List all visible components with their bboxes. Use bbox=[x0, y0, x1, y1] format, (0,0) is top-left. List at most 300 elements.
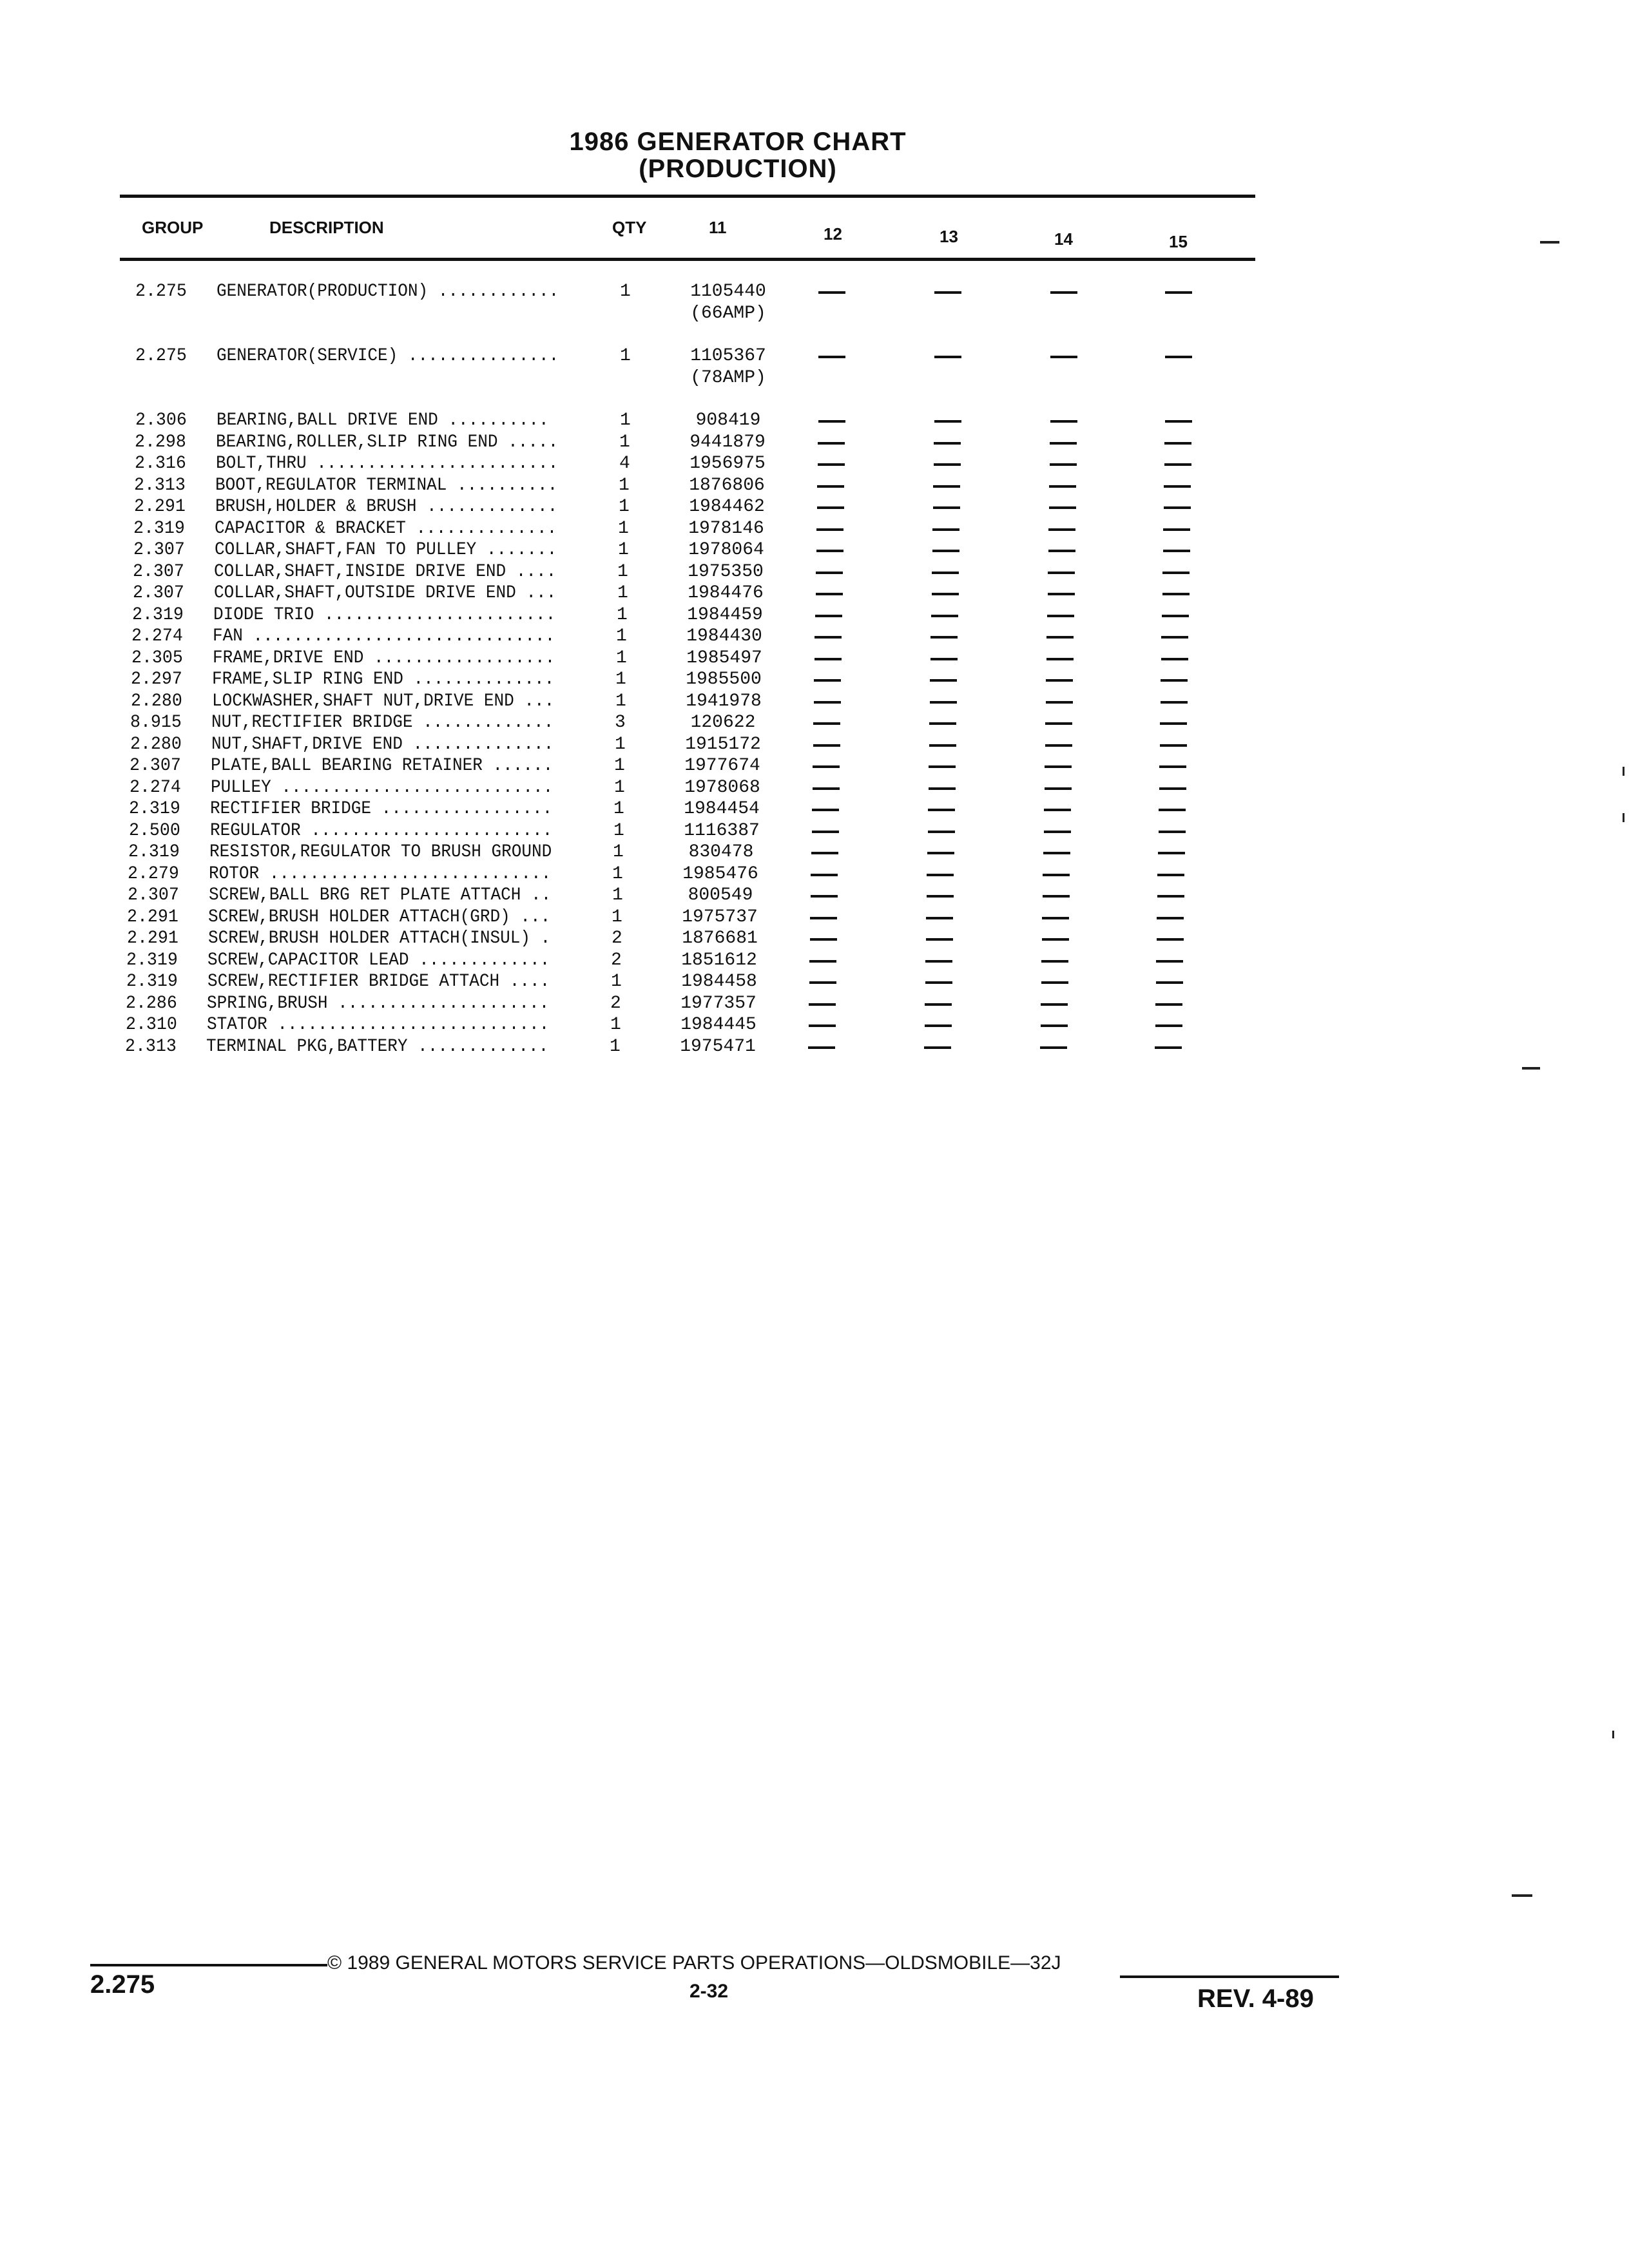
row-c15-dash bbox=[1161, 679, 1188, 682]
row-description: COLLAR,SHAFT,OUTSIDE DRIVE END ... bbox=[214, 583, 557, 603]
table-row bbox=[0, 345, 1629, 388]
header-col-12: 12 bbox=[824, 224, 842, 244]
row-c15-dash bbox=[1157, 938, 1184, 941]
table-row bbox=[0, 950, 1620, 972]
row-c14-dash bbox=[1045, 787, 1072, 790]
row-group: 2.319 bbox=[126, 950, 178, 970]
row-group: 2.275 bbox=[135, 346, 187, 366]
table-row bbox=[0, 798, 1623, 820]
row-c13-dash bbox=[927, 874, 954, 876]
row-c14-dash bbox=[1045, 744, 1072, 747]
table-row bbox=[0, 863, 1621, 885]
row-c12-dash bbox=[813, 744, 840, 747]
page-subtitle: (PRODUCTION) bbox=[639, 155, 837, 183]
table-row bbox=[0, 410, 1629, 432]
row-description: SCREW,RECTIFIER BRIDGE ATTACH .... bbox=[207, 972, 550, 992]
row-part-number: 120622 bbox=[690, 713, 756, 733]
row-part-number: 1975737 bbox=[682, 907, 758, 927]
row-group: 2.307 bbox=[133, 540, 185, 560]
row-description: BEARING,BALL DRIVE END .......... bbox=[217, 410, 549, 430]
table-row bbox=[0, 604, 1626, 626]
row-qty: 1 bbox=[616, 648, 627, 668]
row-description: FAN .............................. bbox=[213, 626, 555, 646]
table-row bbox=[0, 281, 1629, 323]
row-group: 2.319 bbox=[129, 799, 180, 819]
row-c12-dash bbox=[809, 1003, 836, 1006]
header-qty: QTY bbox=[612, 218, 647, 237]
row-c13-dash bbox=[929, 765, 956, 768]
row-description: ROTOR ............................ bbox=[209, 863, 552, 884]
row-c14-dash bbox=[1050, 291, 1077, 294]
row-qty: 1 bbox=[615, 669, 626, 689]
row-c12-dash bbox=[818, 420, 845, 423]
table-row bbox=[0, 648, 1625, 669]
row-qty: 1 bbox=[611, 972, 622, 992]
row-part-number: 1851612 bbox=[681, 950, 757, 970]
row-description: NUT,RECTIFIER BRIDGE ............. bbox=[211, 713, 554, 733]
table-row bbox=[0, 518, 1627, 540]
row-c15-dash bbox=[1163, 550, 1190, 552]
row-c12-dash bbox=[813, 787, 840, 790]
row-c13-dash bbox=[934, 291, 961, 294]
row-description: COLLAR,SHAFT,FAN TO PULLEY ....... bbox=[215, 540, 557, 560]
row-description: PULLEY ........................... bbox=[211, 777, 554, 798]
row-description: BOLT,THRU ........................ bbox=[216, 454, 559, 474]
row-qty: 2 bbox=[612, 928, 622, 948]
table-row bbox=[0, 669, 1624, 691]
table-row bbox=[0, 453, 1628, 475]
header-description: DESCRIPTION bbox=[269, 218, 384, 237]
row-c12-dash bbox=[809, 1024, 836, 1027]
row-part-number: 1978146 bbox=[688, 518, 764, 539]
row-c15-dash bbox=[1164, 506, 1191, 509]
table-row bbox=[0, 475, 1628, 497]
header-bottom-rule bbox=[120, 258, 1255, 261]
row-description: RECTIFIER BRIDGE ................. bbox=[210, 799, 553, 819]
row-description: SCREW,BRUSH HOLDER ATTACH(GRD) ... bbox=[208, 907, 551, 927]
row-description: STATOR ........................... bbox=[207, 1015, 550, 1035]
row-description: NUT,SHAFT,DRIVE END .............. bbox=[211, 734, 554, 754]
row-c15-dash bbox=[1161, 701, 1188, 704]
table-row bbox=[0, 712, 1624, 734]
row-c13-dash bbox=[930, 658, 958, 660]
row-qty: 1 bbox=[619, 497, 630, 517]
row-qty: 1 bbox=[613, 842, 624, 862]
row-qty: 1 bbox=[617, 583, 628, 603]
row-group: 2.307 bbox=[128, 885, 179, 905]
row-group: 2.319 bbox=[128, 842, 180, 862]
row-part-number: 830478 bbox=[688, 842, 754, 862]
table-row bbox=[0, 820, 1623, 842]
row-c15-dash bbox=[1159, 831, 1186, 833]
table-row bbox=[0, 928, 1621, 950]
row-c14-dash bbox=[1050, 442, 1077, 445]
row-qty: 1 bbox=[619, 475, 630, 495]
row-c12-dash bbox=[811, 874, 838, 876]
row-c15-dash bbox=[1164, 463, 1191, 466]
row-c15-dash bbox=[1165, 420, 1192, 423]
row-group: 2.310 bbox=[126, 1015, 177, 1035]
row-c14-dash bbox=[1050, 463, 1077, 466]
table-row bbox=[0, 841, 1622, 863]
row-c13-dash bbox=[932, 550, 959, 552]
row-group: 2.313 bbox=[125, 1036, 177, 1057]
margin-mark bbox=[1522, 1067, 1540, 1070]
row-part-number: 1984462 bbox=[689, 497, 765, 517]
row-description: REGULATOR ........................ bbox=[210, 820, 553, 841]
row-description: PLATE,BALL BEARING RETAINER ...... bbox=[211, 756, 554, 776]
table-row bbox=[0, 1014, 1619, 1036]
row-part-number: 1956975 bbox=[689, 454, 766, 474]
row-qty: 3 bbox=[615, 713, 626, 733]
row-c14-dash bbox=[1044, 831, 1071, 833]
margin-mark bbox=[1623, 767, 1624, 776]
row-c14-dash bbox=[1041, 1003, 1068, 1006]
row-group: 2.306 bbox=[135, 410, 187, 430]
row-c12-dash bbox=[812, 809, 839, 811]
row-c15-dash bbox=[1158, 852, 1185, 854]
row-c14-dash bbox=[1043, 895, 1070, 898]
row-qty: 1 bbox=[618, 540, 629, 560]
row-group: 2.291 bbox=[127, 928, 178, 948]
row-group: 2.319 bbox=[133, 518, 185, 539]
row-c14-dash bbox=[1044, 809, 1071, 811]
row-amperage-note: (66AMP) bbox=[690, 303, 766, 323]
row-c14-dash bbox=[1045, 722, 1072, 725]
row-description: SCREW,BRUSH HOLDER ATTACH(INSUL) . bbox=[208, 928, 551, 948]
row-part-number: 1985476 bbox=[682, 863, 758, 884]
row-c12-dash bbox=[812, 831, 839, 833]
footer-revision: REV. 4-89 bbox=[1197, 1984, 1314, 2013]
row-part-number: 1984430 bbox=[686, 626, 762, 646]
footer-left-rule bbox=[90, 1964, 327, 1966]
row-group: 2.275 bbox=[135, 282, 187, 302]
row-description: TERMINAL PKG,BATTERY ............. bbox=[206, 1036, 549, 1057]
row-c13-dash bbox=[929, 744, 956, 747]
row-group: 2.319 bbox=[126, 972, 178, 992]
row-c13-dash bbox=[934, 356, 961, 358]
table-row bbox=[0, 885, 1621, 907]
row-qty: 1 bbox=[620, 346, 631, 366]
row-group: 2.500 bbox=[129, 820, 180, 841]
row-c12-dash bbox=[813, 722, 840, 725]
row-qty: 2 bbox=[611, 950, 622, 970]
row-c15-dash bbox=[1160, 744, 1187, 747]
row-c15-dash bbox=[1161, 658, 1188, 660]
table-row bbox=[0, 734, 1624, 756]
row-c12-dash bbox=[815, 615, 842, 617]
row-c12-dash bbox=[818, 356, 845, 358]
row-description: BOOT,REGULATOR TERMINAL .......... bbox=[215, 475, 558, 495]
row-c14-dash bbox=[1046, 679, 1073, 682]
row-c12-dash bbox=[809, 960, 836, 963]
row-part-number: 1978068 bbox=[684, 777, 760, 798]
row-c14-dash bbox=[1041, 960, 1068, 963]
row-description: GENERATOR(SERVICE) ............... bbox=[217, 346, 559, 366]
row-group: 2.274 bbox=[130, 777, 181, 798]
row-group: 2.279 bbox=[128, 863, 179, 884]
header-group: GROUP bbox=[142, 218, 204, 237]
row-c15-dash bbox=[1159, 809, 1186, 811]
header-col-15: 15 bbox=[1169, 232, 1188, 251]
row-qty: 1 bbox=[616, 626, 627, 646]
row-c12-dash bbox=[816, 550, 843, 552]
row-c12-dash bbox=[813, 765, 840, 768]
row-c15-dash bbox=[1155, 1003, 1182, 1006]
row-part-number: 1977674 bbox=[684, 756, 760, 776]
row-c14-dash bbox=[1046, 701, 1073, 704]
row-c12-dash bbox=[817, 485, 844, 488]
row-part-number: 1876681 bbox=[682, 928, 758, 948]
row-c12-dash bbox=[815, 658, 842, 660]
row-group: 2.319 bbox=[132, 604, 184, 625]
row-part-number: 1876806 bbox=[689, 475, 765, 495]
row-c14-dash bbox=[1042, 938, 1069, 941]
row-c13-dash bbox=[927, 895, 954, 898]
row-qty: 2 bbox=[610, 993, 621, 1014]
row-part-number: 1105367 bbox=[690, 346, 766, 366]
row-part-number: 1941978 bbox=[686, 691, 762, 711]
row-c13-dash bbox=[929, 722, 956, 725]
row-c13-dash bbox=[930, 701, 957, 704]
row-group: 2.291 bbox=[127, 907, 178, 927]
row-c13-dash bbox=[928, 809, 955, 811]
row-qty: 1 bbox=[619, 432, 630, 452]
row-group: 2.286 bbox=[126, 993, 177, 1014]
row-c13-dash bbox=[932, 593, 959, 595]
row-c13-dash bbox=[925, 1003, 952, 1006]
row-c15-dash bbox=[1157, 874, 1184, 876]
row-c13-dash bbox=[929, 787, 956, 790]
row-c15-dash bbox=[1162, 615, 1189, 617]
row-part-number: 1984476 bbox=[688, 583, 764, 603]
row-c15-dash bbox=[1157, 917, 1184, 919]
row-c14-dash bbox=[1040, 1046, 1067, 1049]
table-row bbox=[0, 1036, 1619, 1058]
row-c14-dash bbox=[1043, 852, 1070, 854]
row-c14-dash bbox=[1041, 981, 1068, 984]
header-col-13: 13 bbox=[940, 227, 958, 246]
row-qty: 1 bbox=[612, 863, 623, 884]
row-c15-dash bbox=[1162, 572, 1190, 574]
row-c13-dash bbox=[933, 485, 960, 488]
row-part-number: 1984458 bbox=[681, 972, 757, 992]
row-c13-dash bbox=[927, 852, 954, 854]
row-c13-dash bbox=[930, 636, 958, 639]
row-part-number: 1984459 bbox=[687, 604, 763, 625]
row-c14-dash bbox=[1045, 765, 1072, 768]
row-c15-dash bbox=[1162, 593, 1190, 595]
header-top-rule bbox=[120, 195, 1255, 198]
row-part-number: 1116387 bbox=[684, 820, 760, 841]
row-qty: 4 bbox=[619, 454, 630, 474]
row-c15-dash bbox=[1160, 722, 1187, 725]
row-group: 2.298 bbox=[135, 432, 186, 452]
header-col-14: 14 bbox=[1054, 229, 1073, 249]
row-c13-dash bbox=[934, 463, 961, 466]
row-qty: 1 bbox=[615, 691, 626, 711]
row-part-number: 1977357 bbox=[680, 993, 757, 1014]
row-c15-dash bbox=[1156, 981, 1183, 984]
row-c13-dash bbox=[934, 442, 961, 445]
row-qty: 1 bbox=[617, 561, 628, 582]
row-c13-dash bbox=[925, 981, 952, 984]
row-part-number: 1105440 bbox=[690, 282, 766, 302]
row-c12-dash bbox=[816, 593, 843, 595]
row-part-number: 800549 bbox=[688, 885, 753, 905]
row-description: SPRING,BRUSH ..................... bbox=[207, 993, 550, 1014]
row-c14-dash bbox=[1046, 636, 1074, 639]
row-group: 2.274 bbox=[131, 626, 183, 646]
row-c15-dash bbox=[1163, 528, 1190, 531]
table-row bbox=[0, 691, 1624, 713]
row-group: 2.305 bbox=[131, 648, 183, 668]
row-group: 2.307 bbox=[130, 756, 181, 776]
row-c13-dash bbox=[930, 679, 957, 682]
footer-page-number: 2-32 bbox=[689, 1981, 729, 2002]
row-c12-dash bbox=[810, 938, 837, 941]
row-c13-dash bbox=[925, 960, 952, 963]
row-group: 2.313 bbox=[134, 475, 186, 495]
row-c14-dash bbox=[1048, 572, 1075, 574]
row-part-number: 1978064 bbox=[688, 540, 764, 560]
row-c13-dash bbox=[934, 420, 961, 423]
row-c15-dash bbox=[1155, 1046, 1182, 1049]
row-c12-dash bbox=[809, 981, 836, 984]
page-title: 1986 GENERATOR CHART bbox=[569, 128, 907, 156]
row-c13-dash bbox=[926, 938, 953, 941]
footer-copyright: © 1989 GENERAL MOTORS SERVICE PARTS OPERATIONS—OLDSMOBILE—32J bbox=[327, 1952, 1061, 1974]
row-c12-dash bbox=[818, 442, 845, 445]
row-c14-dash bbox=[1043, 874, 1070, 876]
row-c12-dash bbox=[814, 701, 841, 704]
row-c13-dash bbox=[928, 831, 955, 833]
row-c13-dash bbox=[926, 917, 953, 919]
row-qty: 1 bbox=[612, 907, 622, 927]
row-c14-dash bbox=[1047, 615, 1074, 617]
row-c15-dash bbox=[1165, 356, 1192, 358]
table-row bbox=[0, 777, 1623, 799]
row-description: BRUSH,HOLDER & BRUSH ............. bbox=[215, 497, 558, 517]
row-c14-dash bbox=[1050, 356, 1077, 358]
row-description: FRAME,DRIVE END .................. bbox=[213, 648, 555, 668]
row-c13-dash bbox=[932, 528, 959, 531]
row-c14-dash bbox=[1041, 1024, 1068, 1027]
row-part-number: 1984454 bbox=[684, 799, 760, 819]
row-c12-dash bbox=[811, 895, 838, 898]
row-qty: 1 bbox=[610, 1036, 621, 1057]
row-part-number: 1915172 bbox=[685, 734, 761, 754]
row-c12-dash bbox=[816, 572, 843, 574]
row-c14-dash bbox=[1049, 485, 1076, 488]
margin-mark bbox=[1540, 241, 1559, 244]
row-c12-dash bbox=[810, 917, 837, 919]
row-qty: 1 bbox=[610, 1015, 621, 1035]
row-qty: 1 bbox=[620, 410, 631, 430]
row-part-number: 1975350 bbox=[688, 561, 764, 582]
row-description: LOCKWASHER,SHAFT NUT,DRIVE END ... bbox=[212, 691, 555, 711]
row-group: 2.316 bbox=[135, 454, 186, 474]
row-part-number: 1975471 bbox=[680, 1036, 756, 1057]
row-qty: 1 bbox=[612, 885, 623, 905]
row-c15-dash bbox=[1164, 442, 1191, 445]
footer-section: 2.275 bbox=[90, 1970, 155, 1999]
row-group: 8.915 bbox=[130, 713, 182, 733]
row-description: GENERATOR(PRODUCTION) ............ bbox=[217, 282, 559, 302]
table-row bbox=[0, 582, 1626, 604]
row-c13-dash bbox=[931, 615, 958, 617]
row-c13-dash bbox=[925, 1024, 952, 1027]
table-row bbox=[0, 539, 1627, 561]
table-row bbox=[0, 496, 1628, 518]
row-c12-dash bbox=[816, 528, 843, 531]
row-part-number: 1984445 bbox=[680, 1015, 757, 1035]
row-part-number: 9441879 bbox=[689, 432, 766, 452]
row-description: SCREW,BALL BRG RET PLATE ATTACH .. bbox=[209, 885, 552, 905]
row-qty: 1 bbox=[613, 799, 624, 819]
row-amperage-note: (78AMP) bbox=[690, 368, 766, 388]
row-part-number: 1985500 bbox=[686, 669, 762, 689]
row-c12-dash bbox=[818, 463, 845, 466]
row-c15-dash bbox=[1159, 787, 1186, 790]
row-qty: 1 bbox=[617, 604, 628, 625]
row-qty: 1 bbox=[613, 820, 624, 841]
table-row bbox=[0, 561, 1626, 583]
table-row bbox=[0, 626, 1625, 648]
row-description: BEARING,ROLLER,SLIP RING END ..... bbox=[216, 432, 559, 452]
row-part-number: 908419 bbox=[695, 410, 761, 430]
row-description: FRAME,SLIP RING END .............. bbox=[212, 669, 555, 689]
row-c14-dash bbox=[1050, 420, 1077, 423]
row-description: SCREW,CAPACITOR LEAD ............. bbox=[207, 950, 550, 970]
row-c14-dash bbox=[1046, 658, 1074, 660]
row-c12-dash bbox=[808, 1046, 835, 1049]
row-group: 2.307 bbox=[133, 561, 184, 582]
row-c15-dash bbox=[1161, 636, 1188, 639]
table-row bbox=[0, 755, 1623, 777]
row-group: 2.291 bbox=[134, 497, 186, 517]
header-col-11: 11 bbox=[709, 218, 727, 237]
row-c12-dash bbox=[814, 679, 841, 682]
row-c13-dash bbox=[924, 1046, 951, 1049]
row-c15-dash bbox=[1155, 1024, 1182, 1027]
row-c12-dash bbox=[811, 852, 838, 854]
row-c14-dash bbox=[1048, 593, 1075, 595]
row-qty: 1 bbox=[618, 518, 629, 539]
row-c12-dash bbox=[817, 506, 844, 509]
row-c15-dash bbox=[1156, 960, 1183, 963]
row-c14-dash bbox=[1049, 506, 1076, 509]
row-description: RESISTOR,REGULATOR TO BRUSH GROUND bbox=[209, 842, 552, 862]
row-c13-dash bbox=[933, 506, 960, 509]
row-c12-dash bbox=[815, 636, 842, 639]
row-c15-dash bbox=[1159, 765, 1186, 768]
margin-mark bbox=[1612, 1731, 1614, 1738]
row-c13-dash bbox=[932, 572, 959, 574]
row-description: CAPACITOR & BRACKET .............. bbox=[215, 518, 557, 539]
row-description: COLLAR,SHAFT,INSIDE DRIVE END .... bbox=[214, 561, 557, 582]
margin-mark bbox=[1512, 1894, 1532, 1897]
margin-mark bbox=[1623, 813, 1624, 822]
row-group: 2.307 bbox=[133, 583, 184, 603]
table-row bbox=[0, 432, 1628, 454]
row-c14-dash bbox=[1048, 550, 1075, 552]
row-description: DIODE TRIO ....................... bbox=[213, 604, 556, 625]
row-c15-dash bbox=[1164, 485, 1191, 488]
row-c15-dash bbox=[1157, 895, 1184, 898]
table-row bbox=[0, 993, 1619, 1015]
row-qty: 1 bbox=[615, 734, 626, 754]
